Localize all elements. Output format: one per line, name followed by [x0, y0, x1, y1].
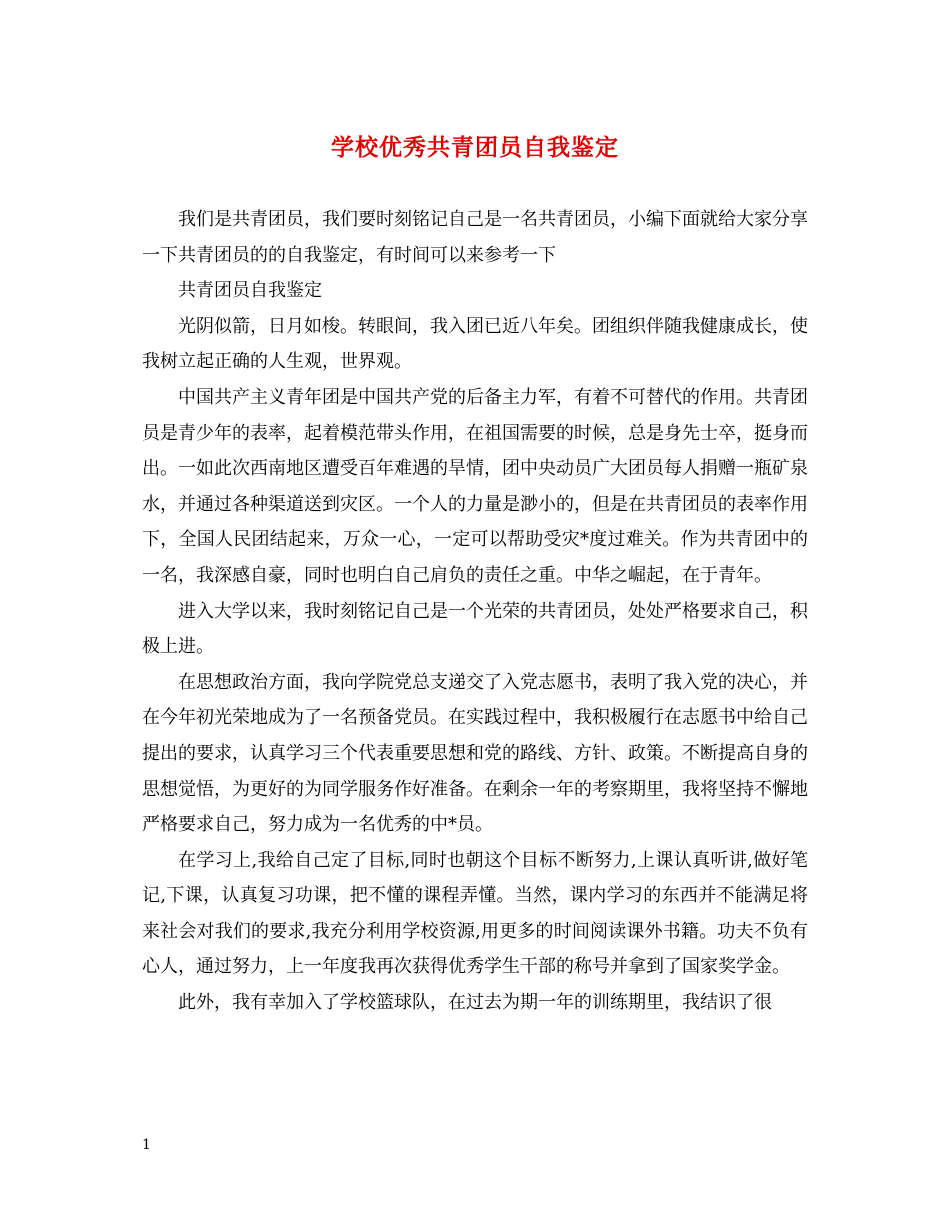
document-body — [142, 202, 808, 1021]
paragraph-basketball: 此外，我有幸加入了学校篮球队，在过去为期一年的训练期里，我结识了很 — [178, 992, 772, 1014]
paragraph-politics: 在思想政治方面，我向学院党总支递交了入党志愿书，表明了我入党的决心，并在今年初光荣地成为了一名预备党员。在实践过程中，我积极履行在志愿书中给自己提出的要求，认真学习三个代表重要思想和党的路线、方针、政策。不断提高自身的思想觉悟，为更好的为同学服务作好准备。在剩余一年的考察期里，我将坚持不懈地严格要求自己，努力成为一名优秀的中*员。 — [142, 671, 808, 836]
paragraph-subheading: 共青团员自我鉴定 — [178, 280, 322, 302]
document-title: 学校优秀共青团员自我鉴定 — [331, 134, 619, 161]
paragraph-study: 在学习上,我给自己定了目标,同时也朝这个目标不断努力,上课认真听讲,做好笔记,下课，认真复习功课，把不懂的课程弄懂。当然，课内学习的东西并不能满足将来社会对我们的要求,我充分利用学校资源,用更多的时间阅读课外书籍。功夫不负有心人，通过努力，上一年度我再次获得优秀学生干部的称号并拿到了国家奖学金。 — [142, 849, 808, 978]
paragraph-time-flies: 光阴似箭，日月如梭。转眼间，我入团已近八年矣。团组织伴随我健康成长，使我树立起正确的人生观，世界观。 — [142, 315, 808, 373]
paragraph-intro: 我们是共青团员，我们要时刻铭记自己是一名共青团员，小编下面就给大家分享一下共青团员的的自我鉴定，有时间可以来参考一下 — [142, 209, 808, 266]
paragraph-youth-league: 中国共产主义青年团是中国共产党的后备主力军，有着不可替代的作用。共青团员是青少年的表率，起着模范带头作用，在祖国需要的时候，总是身先士卒，挺身而出。一如此次西南地区遭受百年难遇的旱情，团中央动员广大团员每人捐赠一瓶矿泉水，并通过各种渠道送到灾区。一个人的力量是渺小的，但是在共青团员的表率作用下，全国人民团结起来，万众一心，一定可以帮助受灾*度过难关。作为共青团中的一名，我深感自豪，同时也明白自己肩负的责任之重。中华之崛起，在于青年。 — [142, 386, 808, 586]
page-number: 1 — [142, 1137, 151, 1153]
paragraph-university: 进入大学以来，我时刻铭记自己是一个光荣的共青团员，处处严格要求自己，积极上进。 — [142, 600, 808, 658]
